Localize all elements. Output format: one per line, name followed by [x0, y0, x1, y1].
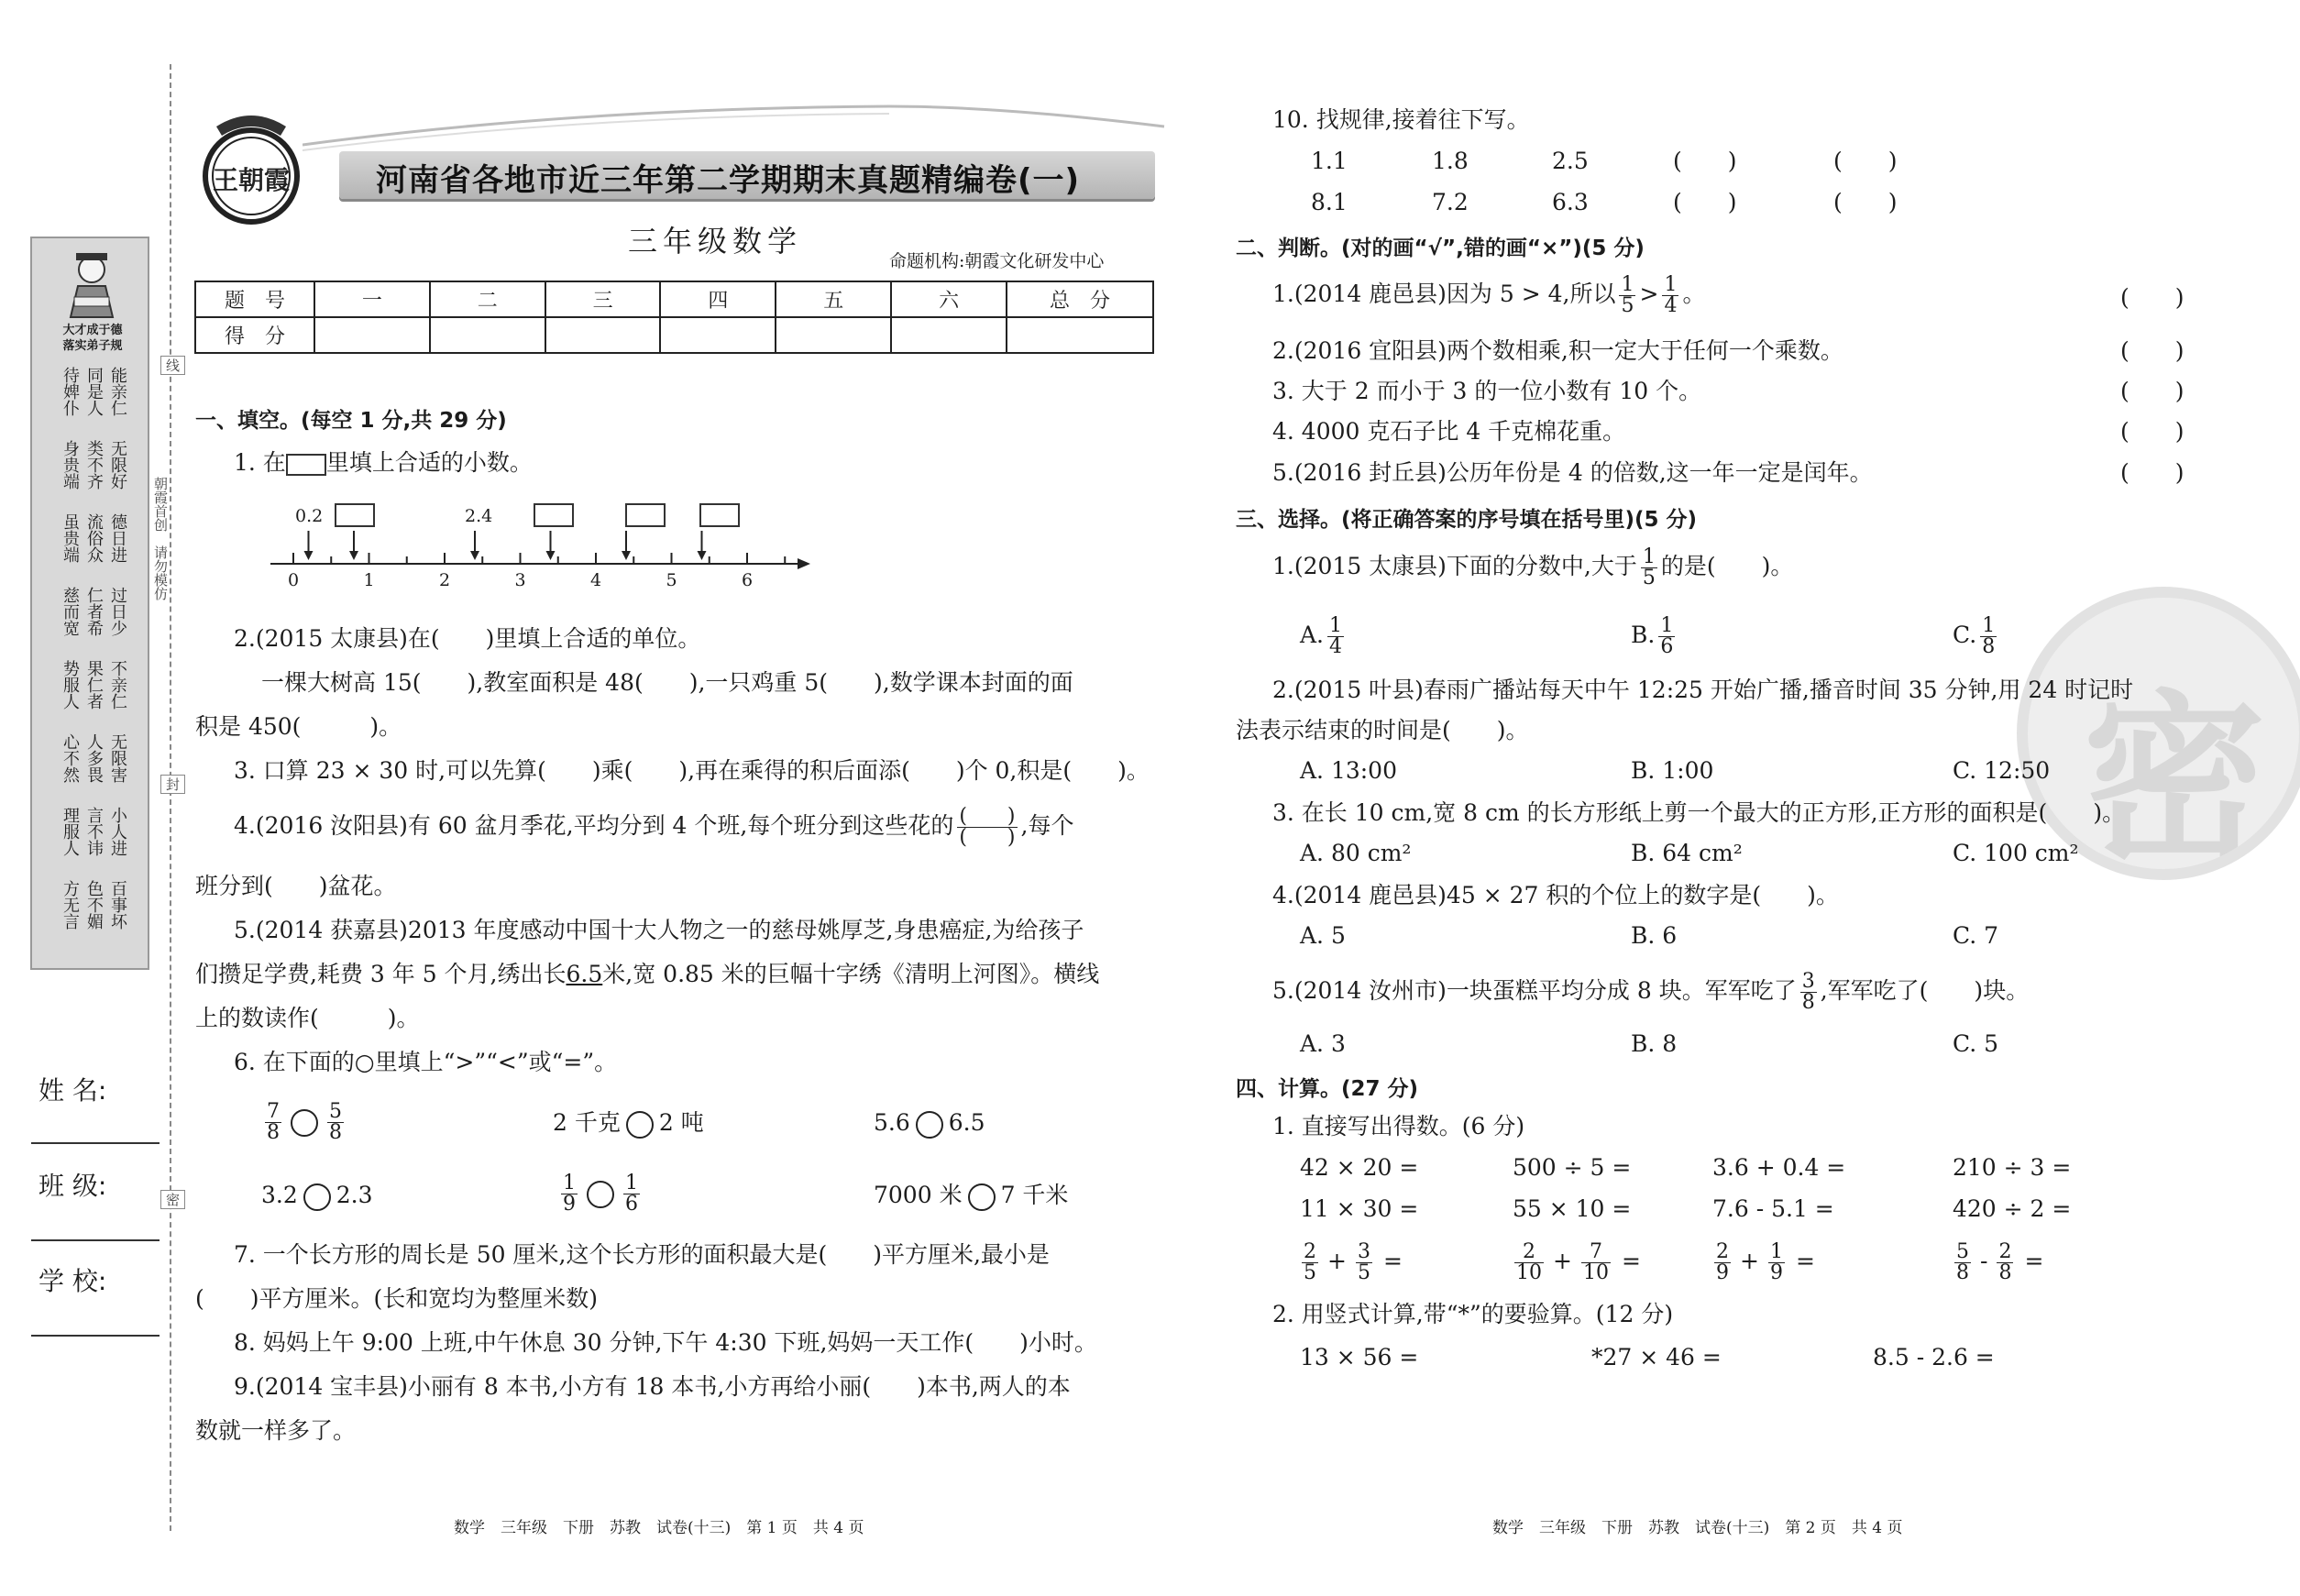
numline-pointer-head — [698, 551, 707, 560]
mental-math-item[interactable]: 7.6 - 5.1 = — [1712, 1195, 1834, 1222]
j5-answer[interactable]: ( ) — [2120, 459, 2184, 486]
mental-math-item[interactable]: 210 ÷ 3 = — [1953, 1154, 2072, 1181]
footer-page-1: 数学 三年级 下册 苏教 试卷(十三) 第 1 页 共 4 页 — [454, 1519, 864, 1537]
c5-option[interactable]: B. 8 — [1631, 1030, 1678, 1057]
secret-stamp-watermark: 密 — [2017, 587, 2300, 880]
fraction-math-item[interactable]: $\frac{5}{8}$ - $\frac{2}{8}$ = — [1956, 1240, 2044, 1284]
score-label-cell: 得 分 — [195, 317, 314, 353]
numline-label-0-2: 0.2 — [295, 506, 324, 526]
q4-blank-fraction: $\frac{( )}{( )}$ — [959, 805, 1016, 849]
mental-math-item[interactable]: 42 × 20 = — [1300, 1154, 1419, 1181]
q4-line: 4.(2016 汝阳县)有 60 盆月季花,平均分到 4 个班,每个班分到这些花的 $\frac{( )}{( )}$ ,每个 — [234, 805, 1074, 849]
q6-item-b: 2 千克 2 吨 — [553, 1106, 704, 1140]
sidebar-slogan: 大才成于德 落实弟子规 — [62, 324, 123, 353]
numline-answer-box-1[interactable] — [335, 503, 375, 527]
score-input-cell[interactable] — [1007, 317, 1153, 353]
numline-answer-box-4[interactable] — [699, 503, 740, 527]
numline-pointer-head — [349, 551, 358, 560]
numline-answer-box-2[interactable] — [534, 503, 574, 527]
mental-math-item[interactable]: 55 × 10 = — [1513, 1195, 1632, 1222]
section-3-heading: 三、选择。(将正确答案的序号填在括号里)(5 分) — [1236, 508, 1698, 532]
score-input-cell[interactable] — [314, 317, 430, 353]
q9a-line: 9.(2014 宝丰县)小丽有 8 本书,小方有 18 本书,小方再给小丽( )本书,两人的本 — [234, 1373, 1071, 1400]
poem-column: 果仁者 — [84, 660, 104, 710]
q10-line: 10. 找规律,接着往下写。 — [1272, 106, 1530, 133]
poem-column: 身贵端 — [61, 440, 80, 490]
c2-option[interactable]: C. 12:50 — [1953, 757, 2051, 784]
q1-box — [286, 454, 326, 476]
c1-line: 1.(2015 太康县)下面的分数中,大于 $\frac{1}{5}$ 的是( )。 — [1272, 545, 1794, 589]
poem-column: 德日进 — [108, 513, 127, 563]
q7a-line: 7. 一个长方形的周长是 50 厘米,这个长方形的面积最大是( )平方厘米,最小是 — [234, 1241, 1050, 1268]
c1-option-c[interactable]: C. $\frac{1}{8}$ — [1953, 614, 1996, 658]
score-header-cell: 五 — [776, 281, 891, 317]
score-input-cell[interactable] — [545, 317, 661, 353]
name-field[interactable] — [31, 1142, 160, 1144]
c2-option[interactable]: A. 13:00 — [1300, 757, 1397, 784]
q10-value: 2.5 — [1552, 148, 1589, 174]
compare-circle[interactable] — [291, 1109, 318, 1137]
q10-value: 7.2 — [1432, 189, 1469, 215]
poem-column: 过日少 — [108, 587, 127, 636]
binding-dashed-line — [170, 64, 171, 1531]
q6-line: 6. 在下面的○里填上“>”“<”或“=”。 — [234, 1049, 618, 1075]
svg-text:王朝霞: 王朝霞 — [212, 165, 291, 195]
c4-line: 4.(2014 鹿邑县)45 × 27 积的个位上的数字是( )。 — [1272, 882, 1839, 908]
school-field[interactable] — [31, 1335, 160, 1337]
k1-line: 1. 直接写出得数。(6 分) — [1272, 1113, 1525, 1139]
cut-mark-seal: 封 — [160, 775, 185, 794]
c2-option[interactable]: B. 1:00 — [1631, 757, 1714, 784]
section-4-heading: 四、计算。(27 分) — [1236, 1077, 1419, 1101]
q1-line: 1. 在 里填上合适的小数。 — [234, 449, 533, 476]
q2b-line: 积是 450( )。 — [195, 713, 402, 740]
footer-page-2: 数学 三年级 下册 苏教 试卷(十三) 第 2 页 共 4 页 — [1492, 1519, 1903, 1537]
q10-value: 6.3 — [1552, 189, 1589, 215]
compare-circle[interactable] — [587, 1181, 614, 1208]
score-header-cell: 二 — [430, 281, 545, 317]
subject-title: 三年级数学 — [628, 224, 803, 259]
poem-column: 虽贵端 — [61, 513, 80, 563]
poem-column: 小人进 — [108, 807, 127, 856]
poem-column: 理服人 — [61, 807, 80, 856]
q2-line: 2.(2015 太康县)在( )里填上合适的单位。 — [234, 625, 701, 652]
poem-column: 方无言 — [61, 880, 80, 930]
q7b-line: ( )平方厘米。(长和宽均为整厘米数) — [195, 1285, 599, 1312]
poem-column: 同是人 — [84, 367, 104, 416]
school-label: 学 校: — [39, 1266, 107, 1296]
numline-tick-label: 4 — [590, 570, 602, 590]
q6-item-e: $\frac{1}{9}$ $\frac{1}{6}$ — [563, 1172, 638, 1216]
q10-answer[interactable]: ( ) — [1833, 148, 1898, 174]
poem-column: 言不讳 — [84, 807, 104, 856]
numline-tick-label: 3 — [514, 570, 526, 590]
score-input-cell[interactable] — [660, 317, 776, 353]
vertical-calc-item[interactable]: 8.5 - 2.6 = — [1873, 1344, 1995, 1370]
name-label: 姓 名: — [39, 1075, 107, 1106]
poem-column: 流俗众 — [84, 513, 104, 563]
j1-answer[interactable]: ( ) — [2120, 284, 2184, 311]
score-header-cell: 总 分 — [1007, 281, 1153, 317]
poem-column: 仁者希 — [84, 587, 104, 636]
score-header-cell: 题 号 — [195, 281, 314, 317]
q9b-line: 数就一样多了。 — [195, 1417, 357, 1444]
q3-line: 3. 口算 23 × 30 时,可以先算( )乘( ),再在乘得的积后面添( )个 0,积是( )。 — [234, 757, 1150, 784]
c3-line: 3. 在长 10 cm,宽 8 cm 的长方形纸上剪一个最大的正方形,正方形的面积是( )。 — [1272, 799, 2126, 826]
mental-math-item[interactable]: 11 × 30 = — [1300, 1195, 1419, 1222]
k2-line: 2. 用竖式计算,带“*”的要验算。(12 分) — [1272, 1301, 1674, 1327]
poem-column: 人多畏 — [84, 733, 104, 783]
j3-answer[interactable]: ( ) — [2120, 378, 2184, 404]
poem-column: 不亲仁 — [108, 660, 127, 710]
q10-value: 8.1 — [1311, 189, 1348, 215]
compare-circle[interactable] — [916, 1111, 943, 1139]
j1-line: 1.(2014 鹿邑县)因为 5 > 4,所以 $\frac{1}{5}$ > $\frac{1}{4}$ 。 — [1272, 273, 1706, 317]
q2a-line: 一棵大树高 15( ),教室面积是 48( ),一只鸡重 5( ),数学课本封面的面 — [261, 669, 1073, 696]
mental-math-item[interactable]: 3.6 + 0.4 = — [1712, 1154, 1846, 1181]
compare-circle[interactable] — [303, 1183, 331, 1211]
section-1-heading: 一、填空。(每空 1 分,共 29 分) — [195, 409, 507, 433]
j4-line: 4. 4000 克石子比 4 千克棉花重。 — [1272, 418, 1626, 445]
exam-title-bar — [339, 151, 1155, 199]
exam-title: 河南省各地市近三年第二学期期末真题精编卷(一) — [376, 162, 1081, 199]
q10-value: 1.1 — [1311, 148, 1348, 174]
c5-option[interactable]: C. 5 — [1953, 1030, 1999, 1057]
numline-tick-label: 5 — [666, 570, 677, 590]
fraction-math-item[interactable]: $\frac{2}{5}$ + $\frac{3}{5}$ = — [1304, 1240, 1403, 1284]
c3-option[interactable]: A. 80 cm² — [1300, 840, 1412, 866]
q10-answer[interactable]: ( ) — [1673, 189, 1737, 215]
j5-line: 5.(2016 封丘县)公历年份是 4 的倍数,这一年一定是闰年。 — [1272, 459, 1873, 486]
score-input-cell[interactable] — [430, 317, 545, 353]
numline-tick-label: 2 — [439, 570, 451, 590]
q5b-line: 们攒足学费,耗费 3 年 5 个月,绣出长6.5米,宽 0.85 米的巨幅十字绣《清明上河图》。横线 — [195, 961, 1100, 987]
section-2-heading: 二、判断。(对的画“√”,错的画“×”)(5 分) — [1236, 237, 1645, 260]
title-ribbon-decoration — [303, 99, 1173, 154]
numline-tick-label: 6 — [742, 570, 754, 590]
c1-option-b[interactable]: B. $\frac{1}{6}$ — [1631, 614, 1674, 658]
score-header-cell: 一 — [314, 281, 430, 317]
mental-math-item[interactable]: 500 ÷ 5 = — [1513, 1154, 1632, 1181]
fraction-math-item[interactable]: $\frac{2}{9}$ + $\frac{1}{9}$ = — [1716, 1240, 1815, 1284]
c4-option[interactable]: B. 6 — [1631, 922, 1678, 949]
vertical-calc-item[interactable]: 13 × 56 = — [1300, 1344, 1419, 1370]
q5c-line: 上的数读作( )。 — [195, 1005, 420, 1031]
q5a-line: 5.(2014 获嘉县)2013 年度感动中国十大人物之一的慈母姚厚芝,身患癌症,为给孩子 — [234, 917, 1084, 943]
poem-column: 待婢仆 — [61, 367, 80, 416]
author-line: 命题机构:朝霞文化研发中心 — [889, 251, 1105, 271]
c2a-line: 2.(2015 叶县)春雨广播站每天中午 12:25 开始广播,播音时间 35 分钟,用 24 时记时 — [1272, 677, 2134, 703]
q8-line: 8. 妈妈上午 9:00 上班,中午休息 30 分钟,下午 4:30 下班,妈妈一天工作( )小时。 — [234, 1329, 1097, 1356]
j2-line: 2.(2016 宜阳县)两个数相乘,积一定大于任何一个乘数。 — [1272, 337, 1843, 364]
class-label: 班 级: — [39, 1171, 107, 1201]
q6-item-a: $\frac{7}{8}$ $\frac{5}{8}$ — [267, 1100, 342, 1144]
class-field[interactable] — [31, 1239, 160, 1241]
c4-option[interactable]: A. 5 — [1300, 922, 1346, 949]
numline-pointer-head — [470, 551, 479, 560]
numline-pointer-head — [622, 551, 631, 560]
j4-answer[interactable]: ( ) — [2120, 418, 2184, 445]
poem-column: 百事坏 — [108, 880, 127, 930]
numline-answer-box-3[interactable] — [625, 503, 666, 527]
c2b-line: 法表示结束的时间是( )。 — [1236, 717, 1529, 743]
cut-mark-line: 线 — [160, 356, 185, 375]
q10-answer[interactable]: ( ) — [1673, 148, 1737, 174]
score-header-cell: 四 — [660, 281, 776, 317]
c5-option[interactable]: A. 3 — [1300, 1030, 1346, 1057]
numline-label-2-4: 2.4 — [465, 506, 493, 526]
q10-answer[interactable]: ( ) — [1833, 189, 1898, 215]
c1-option-a[interactable]: A. $\frac{1}{4}$ — [1300, 614, 1343, 658]
c4-option[interactable]: C. 7 — [1953, 922, 1999, 949]
c5-line: 5.(2014 汝州市)一块蛋糕平均分成 8 块。军军吃了 $\frac{3}{8}$ ,军军吃了( )块。 — [1272, 970, 2030, 1014]
scholar-figure-icon — [61, 246, 122, 321]
score-input-cell[interactable] — [776, 317, 891, 353]
poem-column: 心不然 — [61, 733, 80, 783]
j3-line: 3. 大于 2 而小于 3 的一位小数有 10 个。 — [1272, 378, 1702, 404]
score-input-cell[interactable] — [891, 317, 1007, 353]
numline-pointer-head — [304, 551, 314, 560]
poem-column: 无限好 — [108, 440, 127, 490]
c3-option[interactable]: C. 100 cm² — [1953, 840, 2079, 866]
fraction-math-item[interactable]: $\frac{2}{10}$ + $\frac{7}{10}$ = — [1516, 1240, 1641, 1284]
score-header-cell: 六 — [891, 281, 1007, 317]
mental-math-item[interactable]: 420 ÷ 2 = — [1953, 1195, 2072, 1222]
cut-mark-secret: 密 — [160, 1190, 185, 1209]
vertical-calc-item[interactable]: *27 × 46 = — [1591, 1344, 1722, 1370]
numline-tick-label: 0 — [288, 570, 300, 590]
poem-column: 色不媚 — [84, 880, 104, 930]
q6-item-d: 3.2 2.3 — [261, 1178, 373, 1213]
c3-option[interactable]: B. 64 cm² — [1631, 840, 1743, 866]
q6-item-f: 7000 米 7 千米 — [874, 1178, 1068, 1213]
q4c-line: 班分到( )盆花。 — [195, 873, 397, 899]
poem-column: 无限害 — [108, 733, 127, 783]
poem-column: 慈而宽 — [61, 587, 80, 636]
compare-circle[interactable] — [626, 1111, 654, 1139]
numline-tick-label: 1 — [363, 570, 375, 590]
score-header-row — [195, 281, 1153, 317]
numline-pointer-head — [546, 551, 556, 560]
publisher-logo — [200, 108, 303, 229]
no-copy-notice: 朝霞首创 请勿模仿 — [152, 477, 169, 600]
score-header-cell: 三 — [545, 281, 661, 317]
j2-answer[interactable]: ( ) — [2120, 337, 2184, 364]
q10-value: 1.8 — [1432, 148, 1469, 174]
poem-column: 势服人 — [61, 660, 80, 710]
q6-item-c: 5.6 6.5 — [874, 1106, 985, 1140]
poem-column: 能亲仁 — [108, 367, 127, 416]
poem-column: 类不齐 — [84, 440, 104, 490]
score-input-row — [195, 317, 1153, 353]
compare-circle[interactable] — [968, 1183, 996, 1211]
score-table — [194, 281, 1154, 354]
